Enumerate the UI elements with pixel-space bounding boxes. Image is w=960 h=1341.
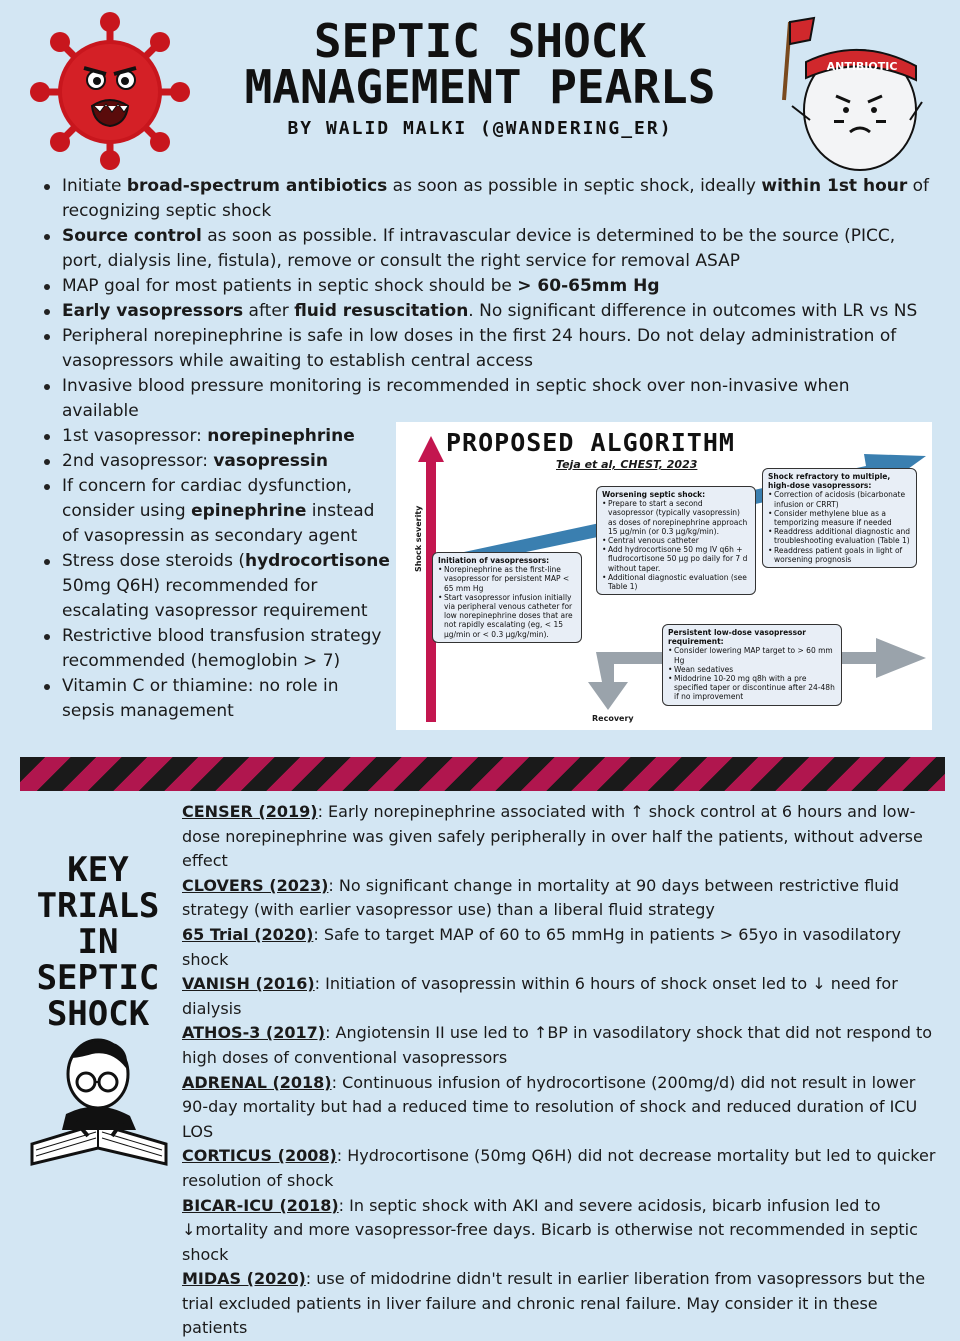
trial-item: CLOVERS (2023): No significant change in mortality at 90 days between restrictive fluid strategy (with earlier vasopressor use) than a liberal fluid strategy <box>182 875 900 920</box>
algorithm-citation: Teja et al, CHEST, 2023 <box>556 458 698 471</box>
box-refractory: Shock refractory to multiple, high-dose vasopressors: • Correction of acidosis (bicarbonate infusion or CRRT) • Consider methylene blue as a temporizing measure if needed • Readdress additional diagnostic and troubleshooting evaluation (Table 1) • Readdress patient goals in light of worsening prognosis <box>762 468 917 568</box>
pill-label: ANTIBIOTIC <box>826 60 898 73</box>
vasopressor-list <box>40 424 390 724</box>
pearl-item: 1st vasopressor: norepinephrine <box>40 424 390 449</box>
pearl-item: 2nd vasopressor: vasopressin <box>40 449 390 474</box>
pearls-list <box>40 174 930 424</box>
trial-item: ADRENAL (2018): Continuous infusion of hydrocortisone (200mg/d) did not result in lower 90-day mortality but had a reduced time to resolution of shock and reduced duration of ICU LOS <box>182 1072 918 1141</box>
box-worsening: Worsening septic shock: • Prepare to start a second vasopressor (typically vasopressin) as doses of norepinephrine approach 15 µg/min (or 0.3 µg/kg/min). • Central venous catheter • Add hydrocortisone 50 mg IV q6h + fludrocortisone 50 µg po daily for 7 d without taper. • Additional diagnostic evaluation (see Table 1) <box>596 486 756 595</box>
trials-list <box>182 800 942 1341</box>
virus-icon <box>30 8 190 168</box>
trial-item: CORTICUS (2008): Hydrocortisone (50mg Q6H) did not decrease mortality but led to quicker resolution of shock <box>182 1146 936 1190</box>
pearl-item: Early vasopressors after fluid resuscitation. No significant difference in outcomes with LR vs NS <box>40 299 930 324</box>
recovery-label: Recovery <box>592 714 634 723</box>
reader-icon <box>26 1024 176 1174</box>
trial-item: BICAR-ICU (2018): In septic shock with AKI and severe acidosis, bicarb infusion led to ↓mortality and more vasopressor-free days. Bicarb is otherwise not recommended in septic shock <box>182 1195 918 1264</box>
box-persistent-low-dose: Persistent low-dose vasopressor requirement: • Consider lowering MAP target to > 60 mm Hg • Wean sedatives • Midodrine 10-20 mg q8h with a pre specified taper or discontinue after 24-48h if no improvement <box>662 624 842 706</box>
trial-item: VANISH (2016): Initiation of vasopressin within 6 hours of shock onset led to ↓ need for dialysis <box>182 974 898 1018</box>
pearl-item: Restrictive blood transfusion strategy recommended (hemoglobin > 7) <box>40 624 390 674</box>
key-trials-heading: KEY TRIALS IN SEPTIC SHOCK <box>36 850 160 1034</box>
pearl-item: Source control as soon as possible. If intravascular device is determined to be the source (PICC, port, dialysis line, fistula), remove or consult the right service for removal ASAP <box>40 224 930 274</box>
divider-stripes <box>20 757 945 791</box>
pearl-item: Invasive blood pressure monitoring is recommended in septic shock over non-invasive when available <box>40 374 930 424</box>
pearl-item: Initiate broad-spectrum antibiotics as soon as possible in septic shock, ideally within 1st hour of recognizing septic shock <box>40 174 930 224</box>
pearl-item: Stress dose steroids (hydrocortisone 50mg Q6H) recommended for escalating vasopressor requirement <box>40 549 390 624</box>
antibiotic-pill-icon <box>770 10 930 180</box>
trial-item: CENSER (2019): Early norepinephrine associated with ↑ shock control at 6 hours and low-dose norepinephrine was given safely peripherally in over half the patients, without adverse effect <box>182 802 923 871</box>
trial-item: MIDAS (2020): use of midodrine didn't result in earlier liberation from vasopressors but the trial excluded patients in liver failure and chronic renal failure. May consider it in these patients <box>182 1269 926 1338</box>
pearl-item: Vitamin C or thiamine: no role in sepsis management <box>40 674 390 724</box>
trial-item: 65 Trial (2020): Safe to target MAP of 60 to 65 mmHg in patients > 65yo in vasodilatory shock <box>182 924 901 969</box>
title-line-2: MANAGEMENT PEARLS <box>244 60 716 114</box>
trial-item: ATHOS-3 (2017): Angiotensin II use led to ↑BP in vasodilatory shock that did not respond to high doses of conventional vasopressors <box>182 1023 933 1067</box>
algorithm-figure <box>396 422 932 730</box>
byline: BY WALID MALKI (@WANDERING_ER) <box>287 118 673 139</box>
pearl-item: MAP goal for most patients in septic shock should be > 60-65mm Hg <box>40 274 930 299</box>
pearl-item: Peripheral norepinephrine is safe in low doses in the first 24 hours. Do not delay administration of vasopressors while awaiting to establish central access <box>40 324 930 374</box>
box-initiation: Initiation of vasopressors: • Norepinephrine as the first-line vasopressor for persistent MAP < 65 mm Hg • Start vasopressor infusion initially via peripheral venous catheter for low norepinephrine doses that are not rapidly escalating (eg, < 15 µg/min or < 0.3 µg/kg/min). <box>432 552 582 643</box>
title-line-1: SEPTIC SHOCK <box>313 14 647 68</box>
pearl-item: If concern for cardiac dysfunction, consider using epinephrine instead of vasopressin as secondary agent <box>40 474 390 549</box>
algorithm-title: PROPOSED ALGORITHM <box>446 428 735 457</box>
shock-severity-label: Shock severity <box>414 505 423 572</box>
page-title <box>190 14 770 114</box>
